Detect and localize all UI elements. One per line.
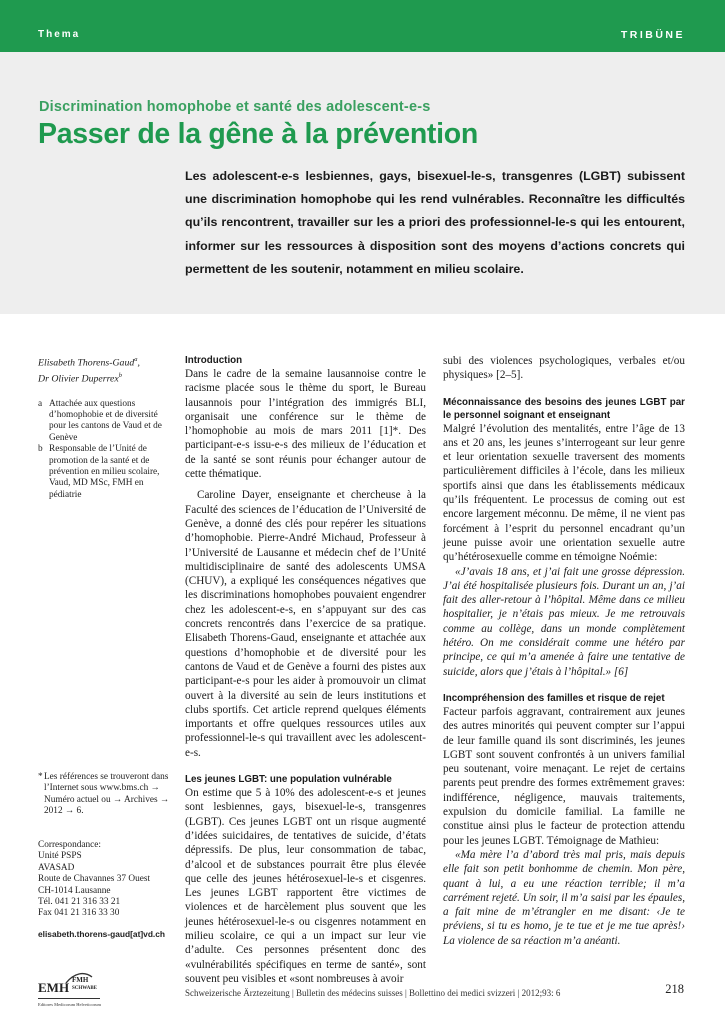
publisher-logo: EMH FMH SCHWABE Editores Medicorum Helveticorum <box>38 971 98 1011</box>
rubric-label: TRIBÜNE <box>620 29 685 41</box>
paragraph: Caroline Dayer, enseignante et chercheuse à la Faculté des sciences de l’éducation de l’Université de Genève, a donné des clés pour repérer les situations d’homophobie. Pierre-André Michaud, Professeur à l’Université de Lausanne et médecin chef de l’Unité multidisciplinaire de santé des adolescents UMSA (CHUV), a expliqué les conséquences négatives que les discriminations homophobes pouvaient engendrer chez les adolescent-e-s, en s’appuyant sur des cas concrets rencontrés dans l’exercice de sa pratique. Elisabeth Thorens-Gaud, enseignante et attachée aux questions d’homophobie et de diversité pour les cantons de Vaud et de Genève a fourni des pistes aux participant-e-s pour les aider à promouvoir un climat ouvert à la diversité au sein de leurs institutions et clubs sportifs. Cet article reprend quelques éléments importants et offre quelques ressources utiles aux professionnel-le-s qui travaillent avec les adolescent-e-s. <box>185 489 426 759</box>
correspondence-label: Correspondance: <box>38 840 101 850</box>
correspondence-line: AVASAD <box>38 862 75 873</box>
author-sup: b <box>118 372 122 380</box>
section-heading: Méconnaissance des besoins des jeunes LGBT par le personnel soignant et enseignant <box>443 396 685 421</box>
journal-citation: Schweizerische Ärztezeitung | Bulletin des médecins suisses | Bollettino dei medici svizzeri | 2012;93: 6 <box>185 988 561 998</box>
correspondence-email: elisabeth.thorens-gaud[at]vd.ch <box>38 928 166 939</box>
testimony-quote: «J’avais 18 ans, et j’ai fait une grosse dépression. J’ai été hospitalisée plusieurs fois. Durant un an, j’ai fait des aller-retour à l’hôpital. Même dans ce milieu hospitalier, je n’étais pas mieux. Je me retrouvais comme au collège, dans un monde complètement hétéro. On me considérait comme une hétéro par principe, ce qui m’a amenée à faire une tentative de suicide, alors que j’étais à l’hôpital.» [6] <box>443 565 685 678</box>
correspondence-line: Tél. 041 21 316 33 21 <box>38 897 121 908</box>
correspondence-block <box>38 840 173 940</box>
body-column-1 <box>185 354 426 986</box>
paragraph: Malgré l’évolution des mentalités, entre l’âge de 13 ans et 20 ans, les jeunes s’interrogeant sur leur genre et leur orientation sexuelle traversent des moments particulièrement difficiles à l’école, dans les milieux sportifs ainsi que dans les établissements médicaux qu’ils fréquentent. Le processus de coming out est encore largement méconnu. De même, il ne vient pas forcément à l’esprit du personnel encadrant qu’un jeune puisse avoir une orientation sexuelle autre qu’hétérosexuelle comme en témoigne Noémie: <box>443 422 685 564</box>
paragraph: subi des violences psychologiques, verbales et/ou physiques» [2–5]. <box>443 355 685 382</box>
author-sup: a <box>134 356 138 363</box>
correspondence-line: CH-1014 Lausanne <box>38 885 111 896</box>
correspondence-line: Fax 041 21 316 33 30 <box>38 908 120 919</box>
article-kicker: Discrimination homophobe et santé des adolescent-e-s <box>39 99 431 115</box>
article-lead: Les adolescent-e-s lesbiennes, gays, bisexuel-le-s, transgenres (LGBT) subissent une discrimination homophobe qui les rend vulnérables. Reconnaître les difficultés qu’ils rencontrent, travailler sur les a priori des professionnel-le-s qui les entourent, informer sur les ressources à disposition sont des moyens d’actions concrets qui permettent de les soutenir, notamment en milieu scolaire. <box>185 169 685 276</box>
author-block: Elisabeth Thorens-Gaud$^a$, Dr Olivier Duperrex$^b$ a Attachée aux questions d’homophobie et de diversité pour les cantons de Vaud et de Genève b Responsable de l’Unité de promotion de la santé et de prévention en milieu scolaire, Vaud, MD MSc, FMH en pédiatrie <box>38 353 173 501</box>
affiliation-a: a Attachée aux questions d’homophobie et de diversité pour les cantons de Vaud et de Genève <box>38 398 162 443</box>
section-heading: Les jeunes LGBT: une population vulnérable <box>185 774 392 786</box>
body-column-2 <box>443 354 685 948</box>
section-heading: Incompréhension des familles et risque de rejet <box>443 692 665 704</box>
paragraph: Dans le cadre de la semaine lausannoise contre le racisme placée sous le thème du sport, le Bureau lausannois pour l’intégration des immigrés BLI, organisait une conférence sur le thème de l’homophobie au mois de mars 2011 [1]*. Des participant-e-s issu-e-s des milieux de l’éducation et de la santé se sont réunis pour échanger autour de cette thématique. <box>185 368 426 481</box>
paragraph: Facteur parfois aggravant, contrairement aux jeunes des autres minorités qui peuvent compter sur l’appui de leur famille quand ils sont discriminés, les jeunes LGBT sont souvent confrontés à un univers familial peu soutenant, voire menaçant. Le rejet de certains parents peut prendre des formes extrêmement graves: indifférence, négligence, mauvais traitements, expulsion du domicile familial. La famille ne constitue ainsi plus le facteur de protection attendu pour les jeunes LGBT. Témoignage de Mathieu: <box>443 705 685 847</box>
correspondence-line: Unité PSPS <box>38 851 82 862</box>
section-heading: Introduction <box>185 355 243 366</box>
references-note: * Les références se trouveront dans l’Internet sous www.bms.ch → Numéro actuel ou → Archives → 2012 → 6. <box>38 772 170 817</box>
author-name: Elisabeth Thorens-Gaud <box>38 357 135 369</box>
testimony-quote: «Ma mère l’a d’abord très mal pris, mais depuis elle fait son petit bonhomme de chemin. Mon père, quant à lui, a eu une réaction terrible; il m’a carrément rejeté. Un soir, il m’a saisi par les épaules, a fait mine de m’étrangler en me disant: ‹Je te préviens, si tu es homo, je te tue et je me tue après!› La violence de sa réaction m’a anéanti. <box>443 848 685 947</box>
correspondence-line: Route de Chavannes 37 Ouest <box>38 874 151 885</box>
page-number: 218 <box>665 982 684 996</box>
section-label: Thema <box>38 29 81 40</box>
author-name: Dr Olivier Duperrex <box>38 373 119 385</box>
article-title: Passer de la gêne à la prévention <box>38 118 478 150</box>
section-header-bar <box>0 0 725 52</box>
affiliation-b: b Responsable de l’Unité de promotion de la santé et de prévention en milieu scolaire, Vaud, MD MSc, FMH en pédiatrie <box>38 444 160 500</box>
footnote-star: * <box>38 772 43 782</box>
paragraph: On estime que 5 à 10% des adolescent-e-s et jeunes sont lesbiennes, gays, bisexuel-le-s, transgenres (LGBT). Ces jeunes LGBT ont un risque augmenté d’idées suicidaires, de tentatives de suicide, d’états dépressifs. De plus, leur consommation de tabac, d’alcool et de substances pourrait être plus élevée que celle des jeunes hétérosexuel-le-s et cisgenres. Les jeunes LGBT rapportent être victimes de violences et de harcèlement plus souvent que les jeunes hétérosexuel-le-s ou cisgenres notamment en milieu scolaire, ce qui a un impact sur leur vie d’adulte. Ces personnes présentent donc des «vulnérabilités spécifiques en terme de santé», sont souvent peu visibles et «sont nombreuses à avoir <box>185 787 426 985</box>
